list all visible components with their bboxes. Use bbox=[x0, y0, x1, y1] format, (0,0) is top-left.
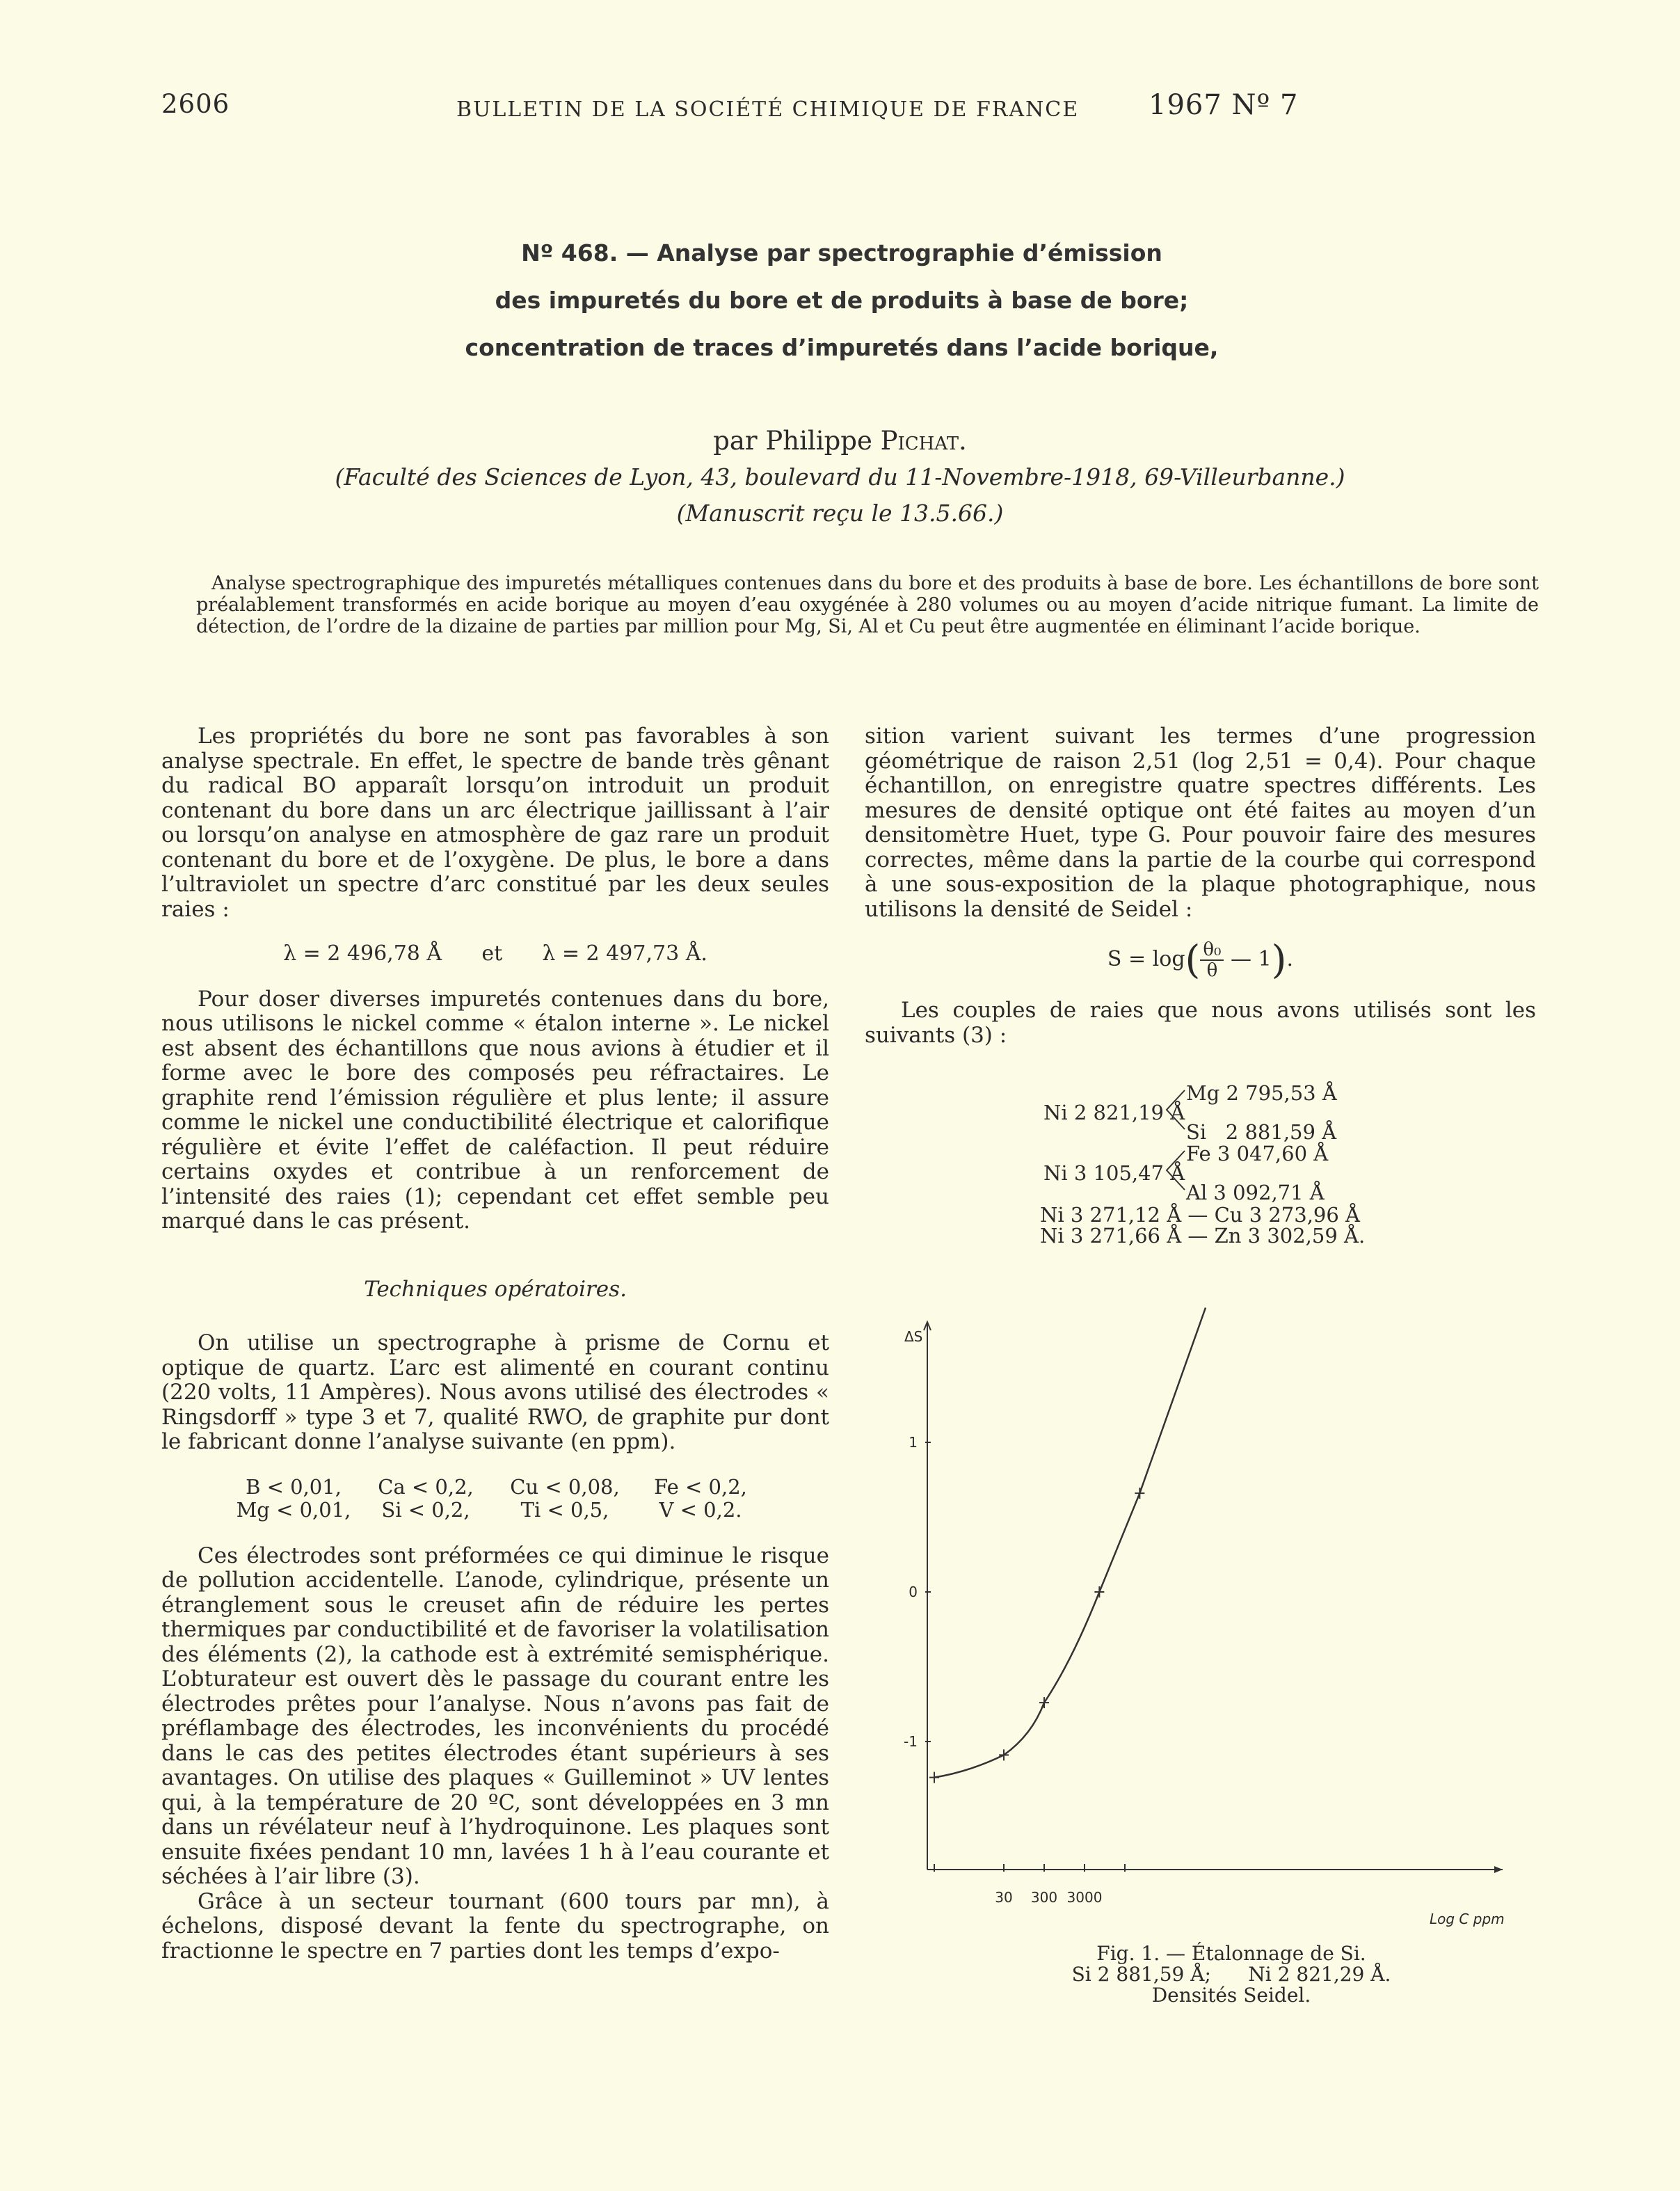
equation-seidel: S = log( $\frac{\text{θ₀}}{\theta}$ — 1). bbox=[1107, 937, 1294, 983]
ni-reference: Ni 3 105,47 Å bbox=[1043, 1161, 1185, 1185]
x-tick-label: 30 bbox=[995, 1889, 1013, 1906]
right-column bbox=[865, 724, 1536, 1048]
impurity-cell: Si < 0,2, bbox=[381, 1497, 470, 1522]
section-title: Techniques opératoires. bbox=[364, 1276, 627, 1302]
eq-lhs: S = log bbox=[1107, 947, 1185, 971]
calibration-curve bbox=[934, 1308, 1206, 1778]
y-tick-label: 1 bbox=[909, 1434, 918, 1451]
affiliation-block bbox=[0, 459, 1680, 532]
received-date: (Manuscrit reçu le 13.5.66.) bbox=[676, 500, 1004, 527]
impurity-cell: Fe < 0,2, bbox=[654, 1474, 747, 1499]
year-issue: 1967 Nº 7 bbox=[1149, 89, 1299, 121]
y-tick-label: -1 bbox=[904, 1733, 918, 1750]
single-pair: Ni 3 271,12 Å — Cu 3 273,96 Å bbox=[1040, 1203, 1360, 1227]
impurity-cell: V < 0,2. bbox=[659, 1497, 742, 1522]
title-line: concentration de traces d’impuretés dans l’acide borique, bbox=[465, 334, 1219, 361]
author-surname: Pichat. bbox=[880, 426, 967, 456]
title-line: des impuretés du bore et de produits à base de bore; bbox=[495, 287, 1189, 314]
figure-caption bbox=[918, 1943, 1544, 2006]
bracket-branch-icon bbox=[1165, 1089, 1186, 1131]
left-column bbox=[161, 724, 829, 1963]
pair-line: Si 2 881,59 Å bbox=[1186, 1120, 1337, 1144]
eq-numerator: θ₀ bbox=[1200, 940, 1224, 961]
calibration-chart bbox=[877, 1294, 1544, 1934]
data-point bbox=[1135, 1488, 1144, 1499]
caption-line: Densités Seidel. bbox=[1151, 1984, 1311, 2007]
caption-line: Fig. 1. — Étalonnage de Si. bbox=[1096, 1942, 1366, 1965]
author bbox=[0, 426, 1680, 456]
x-tick-label: 300 bbox=[1030, 1889, 1058, 1906]
impurity-cell: Mg < 0,01, bbox=[236, 1497, 351, 1522]
paragraph: Pour doser diverses impuretés contenues dans du bore, nous utilisons le nickel comme « étalon interne ». Le nickel est absent des échantillons que nous avions à étudier et il forme avec le bore des composés peu réfractaires. Le graphite rend l’émission régulière et plus lente; il assure comme le nickel une conductibilité électrique et calorifique régulière et évite l’effet de caléfaction. Il peut réduire certains oxydes et contribue à un renforcement de l’intensité des raies (1); cependant cet effet semble peu marqué dans le cas présent. bbox=[161, 986, 829, 1234]
pair-line: Fe 3 047,60 Å bbox=[1186, 1142, 1329, 1165]
pair-line: Mg 2 795,53 Å bbox=[1186, 1081, 1337, 1105]
x-axis-label: Log C ppm bbox=[1430, 1911, 1505, 1927]
caption-line: Si 2 881,59 Å; Ni 2 821,29 Å. bbox=[1071, 1963, 1391, 1986]
impurity-cell: Ti < 0,5, bbox=[520, 1497, 609, 1522]
paragraph: Grâce à un secteur tournant (600 tours par mn), à échelons, disposé devant la fente du spectrographe, on fractionne le spectre en 7 parties dont les temps d’expo- bbox=[161, 1888, 829, 1963]
data-point bbox=[929, 1772, 939, 1783]
paragraph: Les couples de raies que nous avons utilisés sont les suivants (3) : bbox=[865, 998, 1536, 1048]
x-tick-label: 3000 bbox=[1066, 1889, 1103, 1906]
journal-title: BULLETIN DE LA SOCIÉTÉ CHIMIQUE DE FRANCE bbox=[456, 97, 1080, 122]
impurity-cell: Ca < 0,2, bbox=[378, 1474, 474, 1499]
eq-denominator: θ bbox=[1206, 960, 1218, 981]
bracket-branch-icon bbox=[1165, 1149, 1186, 1191]
x-axis-arrow-icon bbox=[1494, 1866, 1503, 1873]
eq-rest: — 1 bbox=[1231, 947, 1272, 971]
y-tick-label: 0 bbox=[909, 1584, 918, 1600]
author-prefix: par Philippe bbox=[713, 426, 872, 456]
ni-reference: Ni 2 821,19 Å bbox=[1043, 1101, 1185, 1124]
pair-line: Al 3 092,71 Å bbox=[1186, 1181, 1325, 1204]
data-point bbox=[999, 1749, 1009, 1760]
impurity-cell: Cu < 0,08, bbox=[510, 1474, 620, 1499]
eq-end: . bbox=[1286, 947, 1294, 971]
paragraph: Ces électrodes sont préformées ce qui diminue le risque de pollution accidentelle. L’anode, cylindrique, présente un étranglement sous le creuset afin de réduire les pertes thermiques par conductibilité et de favoriser la volatilisation des éléments (2), la cathode est à extrémité semisphérique. L’obturateur est ouvert dès le passage du courant entre les électrodes prêtes pour l’analyse. Nous n’avons pas fait de préflambage des électrodes, les inconvénients du procédé dans le cas des petites électrodes étant supérieurs à ses avantages. On utilise des plaques « Guilleminot » UV lentes qui, à la température de 20 ºC, sont développées en 3 mn dans un révélateur neuf à l’hydroquinone. Les plaques sont ensuite fixées pendant 10 mn, lavées 1 h à l’eau courante et séchées à l’air libre (3). bbox=[161, 1543, 829, 1889]
paragraph: sition varient suivant les termes d’une progression géométrique de raison 2,51 (log 2,51 = 0,4). Pour chaque échantillon, on enregistre quatre spectres différents. Les mesures de densité optique ont été faites au moyen d’un densitomètre Huet, type G. Pour pouvoir faire des mesures correctes, même dans la partie de la courbe qui correspond à une sous-exposition de la plaque photographique, nous utilisons la densité de Seidel : bbox=[865, 724, 1536, 922]
eq-fraction bbox=[1200, 940, 1224, 980]
y-axis-label: ΔS bbox=[904, 1328, 923, 1345]
page-number: 2606 bbox=[161, 89, 230, 119]
equation-lambda: λ = 2 496,78 Å et λ = 2 497,73 Å. bbox=[283, 941, 707, 966]
abstract: Analyse spectrographique des impuretés métalliques contenues dans du bore et des produits à base de bore. Les échantillons de bore sont préalablement transformés en acide borique au moyen d’eau oxygénée à 280 volumes ou au moyen d’acide nitrique fumant. La limite de détection, de l’ordre de la dizaine de parties par million pour Mg, Si, Al et Cu peut être augmentée en éliminant l’acide borique. bbox=[196, 573, 1539, 637]
data-point bbox=[1094, 1586, 1104, 1598]
paragraph: Les propriétés du bore ne sont pas favorables à son analyse spectrale. En effet, le spectre de bande très gênant du radical BO apparaît lorsqu’on introduit un produit contenant du bore dans un arc électrique jaillissant à l’air ou lorsqu’on analyse en atmosphère de gaz rare un produit contenant du bore et de l’oxygène. De plus, le bore a dans l’ultraviolet un spectre d’arc constitué par les deux seules raies : bbox=[161, 724, 829, 922]
affiliation: (Faculté des Sciences de Lyon, 43, boulevard du 11-Novembre-1918, 69-Villeurbanne.) bbox=[335, 463, 1345, 491]
article-title bbox=[390, 230, 1294, 372]
title-line: Nº 468. — Analyse par spectrographie d’émission bbox=[521, 239, 1162, 266]
paragraph: On utilise un spectrographe à prisme de Cornu et optique de quartz. L’arc est alimenté en courant continu (220 volts, 11 Ampères). Nous avons utilisé des électrodes « Ringsdorff » type 3 et 7, qualité RWO, de graphite pur dont le fabricant donne l’analyse suivante (en ppm). bbox=[161, 1330, 829, 1454]
impurity-table bbox=[161, 1476, 829, 1522]
impurity-cell: B < 0,01, bbox=[246, 1474, 342, 1499]
single-pair: Ni 3 271,66 Å — Zn 3 302,59 Å. bbox=[1040, 1224, 1366, 1248]
